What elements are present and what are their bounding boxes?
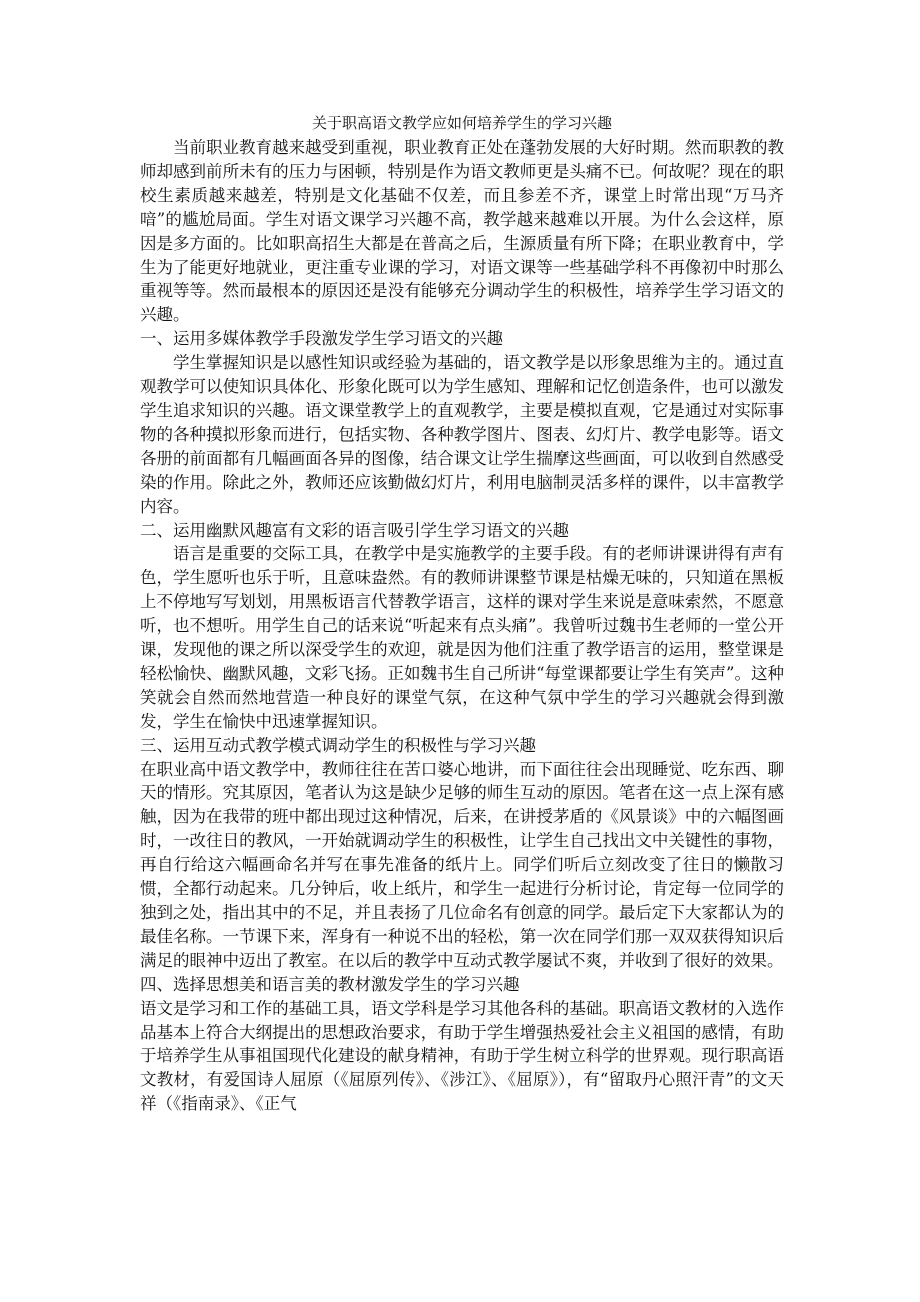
section-2-heading: 二、运用幽默风趣富有文彩的语言吸引学生学习语文的兴趣 bbox=[140, 520, 569, 540]
section-3-body: 在职业高中语文教学中，教师往往在苦口婆心地讲，而下面往往会出现睡觉、吃东西、聊天的情形。究其原因，笔者认为这是缺少足够的师生互动的原因。笔者在这一点上深有感触，因为在我带的班中都出现过这种情况，后来，在讲授茅盾的《风景谈》中的六幅图画时，一改往日的教风，一开始就调动学生的积极性，让学生自己找出文中关键性的事物，再自行给这六幅画命名并写在事先准备的纸片上。同学们听后立刻改变了往日的懒散习惯，全都行动起来。几分钟后，收上纸片，和学生一起进行分析讨论，肯定每一位同学的独到之处，指出其中的不足，并且表扬了几位命名有创意的同学。最后定下大家都认为的最佳名称。一节课下来，浑身有一种说不出的轻松，第一次在同学们那一双双获得知识后满足的眼神中迈出了教室。在以后的教学中互动式教学屡试不爽，并收到了很好的效果。 bbox=[140, 759, 784, 970]
section-4-heading: 四、选择思想美和语言美的教材激发学生的学习兴趣 bbox=[140, 974, 520, 994]
section-1-body: 学生掌握知识是以感性知识或经验为基础的，语文教学是以形象思维为主的。通过直观教学可以使知识具体化、形象化既可以为学生感知、理解和记忆创造条件，也可以激发学生追求知识的兴趣。语文课堂教学上的直观教学，主要是模拟直观，它是通过对实际事物的各种摸拟形象而进行，包括实物、各种教学图片、图表、幻灯片、教学电影等。语文各册的前面都有几幅画面各异的图像，结合课文让学生揣摩这些画面，可以收到自然感受染的作用。除此之外，教师还应该勤做幻灯片，利用电脑制灵活多样的课件，以丰富教学内容。 bbox=[140, 353, 784, 516]
intro-paragraph: 当前职业教育越来越受到重视，职业教育正处在蓬勃发展的大好时期。然而职教的教师却感到前所未有的压力与困顿，特别是作为语文教师更是头痛不已。何故呢？现在的职校生素质越来越差，特别是文化基础不仅差，而且参差不齐，课堂上时常出现“万马齐喑”的尴尬局面。学生对语文课学习兴趣不高，教学越来越难以开展。为什么会这样，原因是多方面的。比如职高招生大都是在普高之后，生源质量有所下降；在职业教育中，学生为了能更好地就业，更注重专业课的学习，对语文课等一些基础学科不再像初中时那么重视等等。然而最根本的原因还是没有能够充分调动学生的积极性，培养学生学习语文的兴趣。 bbox=[140, 138, 784, 325]
document-page bbox=[140, 112, 784, 1116]
section-2-body: 语言是重要的交际工具，在教学中是实施教学的主要手段。有的老师讲课讲得有声有色，学生愿听也乐于听，且意味盎然。有的教师讲课整节课是枯燥无味的，只知道在黑板上不停地写写划划，用黑板语言代替教学语言，这样的课对学生来说是意味索然，不愿意听，也不想听。用学生自己的话来说“听起来有点头痛”。我曾听过魏书生老师的一堂公开课，发现他的课之所以深受学生的欢迎，就是因为他们注重了教学语言的运用，整堂课是轻松愉快、幽默风趣，文彩飞扬。正如魏书生自己所讲“每堂课都要让学生有笑声”。这种笑就会自然而然地营造一种良好的课堂气氛，在这种气氛中学生的学习兴趣就会得到激发，学生在愉快中迅速掌握知识。 bbox=[140, 544, 784, 731]
document-title: 关于职高语文教学应如何培养学生的学习兴趣 bbox=[311, 114, 612, 132]
section-1-heading: 一、运用多媒体教学手段激发学生学习语文的兴趣 bbox=[140, 329, 503, 349]
section-4-body: 语文是学习和工作的基础工具，语文学科是学习其他各科的基础。职高语文教材的入选作品基本上符合大纲提出的思想政治要求，有助于学生增强热爱社会主义祖国的感情，有助于培养学生从事祖国现代化建设的献身精神，有助于学生树立科学的世界观。现行职高语文教材，有爱国诗人屈原（《屈原列传》、《涉江》、《屈原》），有“留取丹心照汗青”的文天祥（《指南录》、《正气 bbox=[140, 998, 784, 1114]
section-3-heading: 三、运用互动式教学模式调动学生的积极性与学习兴趣 bbox=[140, 735, 536, 755]
